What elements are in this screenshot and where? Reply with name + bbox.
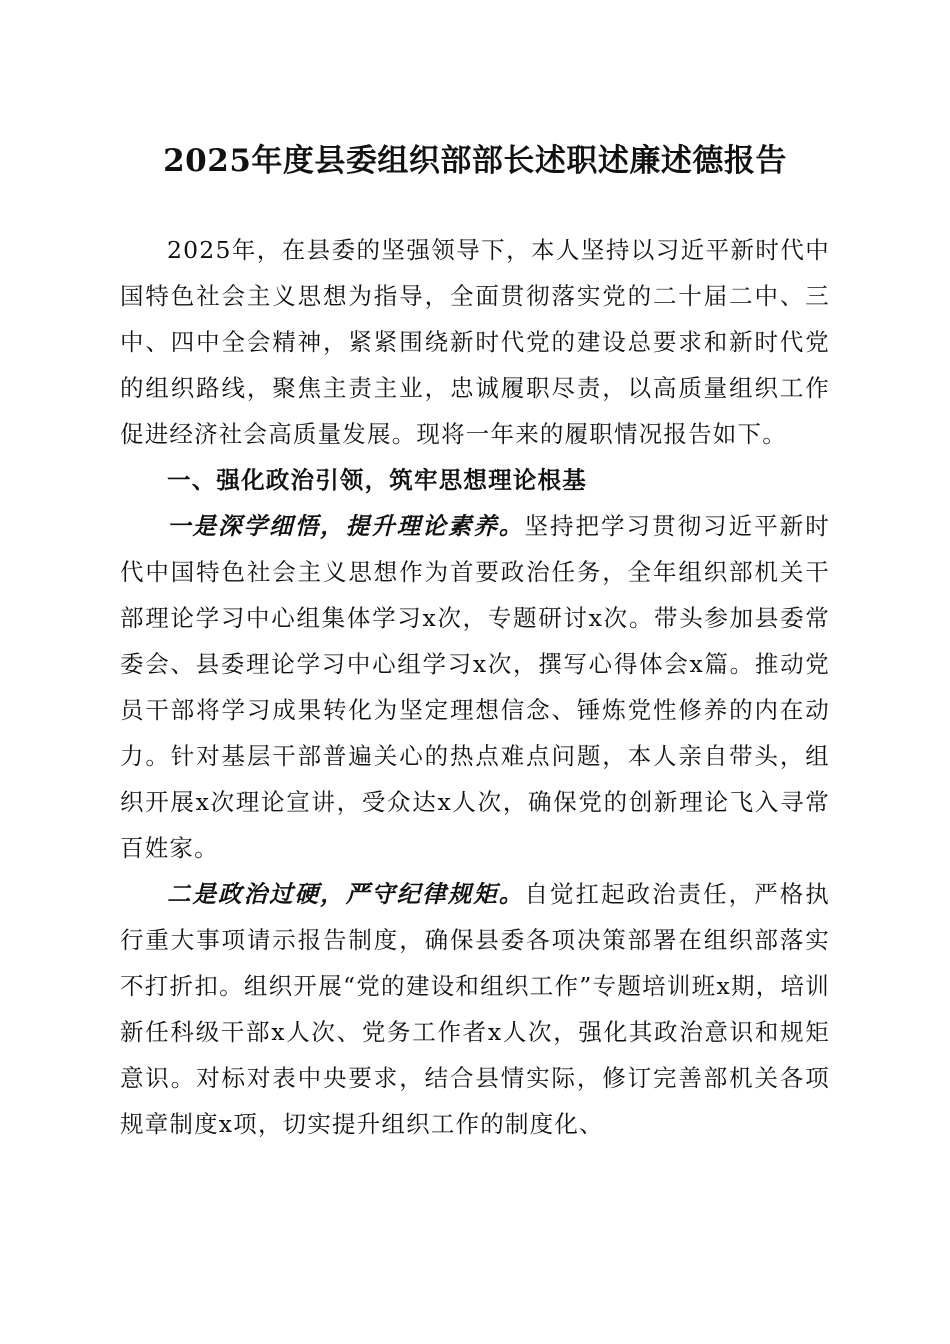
item-1-lead: 一是深学细悟，提升理论素养。 bbox=[167, 512, 525, 540]
document-title: 2025年度县委组织部部长述职述廉述德报告 bbox=[163, 143, 787, 179]
intro-paragraph: 2025年，在县委的坚强领导下，本人坚持以习近平新时代中国特色社会主义思想为指导，全面贯彻落实党的二十届二中、三中、四中全会精神，紧紧围绕新时代党的建设总要求和新时代党的组织路线，聚焦主责主业，忠诚履职尽责，以高质量组织工作促进经济社会高质量发展。现将一年来的履职情况报告如下。 bbox=[120, 236, 830, 448]
paragraph-item-2 bbox=[120, 871, 830, 1147]
item-2-text: 自觉扛起政治责任，严格执行重大事项请示报告制度，确保县委各项决策部署在组织部落实不打折扣。组织开展“党的建设和组织工作”专题培训班x期，培训新任科级干部x人次、党务工作者x人次，强化其政治意识和规矩意识。对标对表中央要求，结合县情实际，修订完善部机关各项规章制度x项，切实提升组织工作的制度化、 bbox=[120, 880, 830, 1138]
item-2-lead: 二是政治过硬，严守纪律规矩。 bbox=[167, 880, 525, 908]
section-heading: 一、强化政治引领，筑牢思想理论根基 bbox=[167, 466, 587, 494]
paragraph-item-1 bbox=[120, 503, 830, 871]
document-body bbox=[120, 227, 830, 1147]
item-1-text: 坚持把学习贯彻习近平新时代中国特色社会主义思想作为首要政治任务，全年组织部机关干部理论学习中心组集体学习x次，专题研讨x次。带头参加县委常委会、县委理论学习中心组学习x次，撰写心得体会x篇。推动党员干部将学习成果转化为坚定理想信念、锤炼党性修养的内在动力。针对基层干部普遍关心的热点难点问题，本人亲自带头，组织开展x次理论宣讲，受众达x人次，确保党的创新理论飞入寻常百姓家。 bbox=[120, 512, 830, 862]
